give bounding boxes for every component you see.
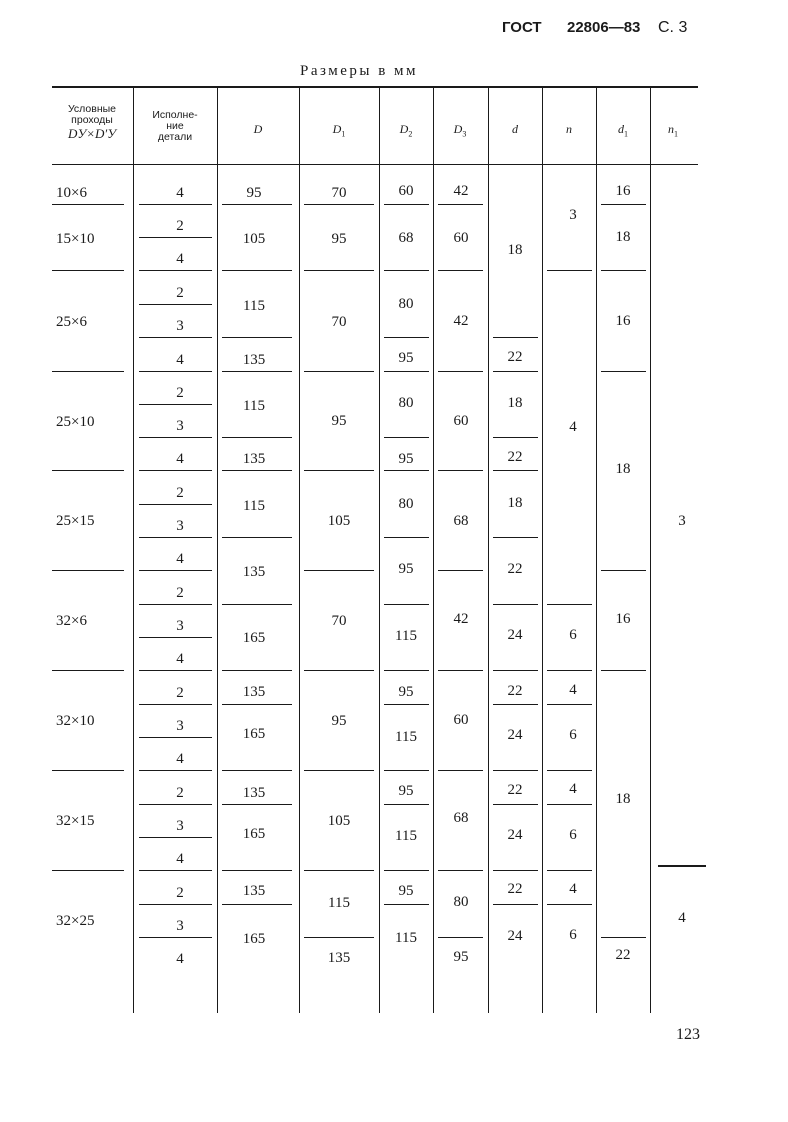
n-cell: 6 — [569, 927, 577, 943]
D3-cell: 60 — [453, 413, 469, 429]
D2-cell: 115 — [395, 628, 417, 644]
n-cell: 6 — [569, 827, 577, 843]
d-cell: 22 — [507, 881, 523, 897]
d1-cell: 16 — [615, 183, 631, 199]
d1-cell: 18 — [615, 461, 631, 477]
n-cell: 3 — [569, 207, 577, 223]
n-cell: 4 — [569, 881, 577, 897]
D3-cell: 60 — [453, 230, 469, 246]
D2-cell: 95 — [398, 561, 414, 577]
header-d: d — [512, 122, 518, 136]
header-bottom-rule — [52, 164, 698, 165]
D2-cell: 95 — [398, 350, 414, 366]
D3-cell: 68 — [453, 810, 469, 826]
variant-cell: 3 — [176, 518, 184, 534]
n-cell: 6 — [569, 627, 577, 643]
passage-cell: 25×10 — [56, 414, 95, 430]
column-divider — [299, 88, 300, 1013]
passage-cell: 25×6 — [56, 314, 87, 330]
D2-cell: 95 — [398, 451, 414, 467]
d-cell: 24 — [507, 727, 523, 743]
variant-cell: 3 — [176, 718, 184, 734]
variant-cell: 4 — [176, 352, 184, 368]
D1-cell: 70 — [331, 185, 347, 201]
d-cell: 18 — [507, 395, 523, 411]
n1-cell: 4 — [678, 910, 686, 926]
D-cell: 135 — [242, 451, 266, 467]
D1-cell: 95 — [331, 713, 347, 729]
D1-cell: 70 — [331, 613, 347, 629]
D-cell: 165 — [242, 726, 266, 742]
variant-cell: 2 — [176, 885, 184, 901]
D-cell: 115 — [243, 298, 265, 314]
variant-cell: 4 — [176, 185, 184, 201]
header-variant: Исполне- ние детали — [152, 109, 198, 143]
variant-cell: 2 — [176, 585, 184, 601]
column-divider — [596, 88, 597, 1013]
D2-cell: 68 — [398, 230, 414, 246]
d1-cell: 18 — [615, 229, 631, 245]
n-cell: 4 — [569, 419, 577, 435]
passage-cell: 10×6 — [56, 185, 87, 201]
header-D1: $D_1$ — [332, 122, 346, 139]
D3-cell: 42 — [453, 313, 469, 329]
D-cell: 135 — [242, 785, 266, 801]
D-cell: 135 — [242, 684, 266, 700]
n-cell: 4 — [569, 682, 577, 698]
d1-cell: 16 — [615, 611, 631, 627]
D3-cell: 42 — [453, 183, 469, 199]
D2-cell: 80 — [398, 395, 414, 411]
D3-cell: 68 — [453, 513, 469, 529]
variant-cell: 4 — [176, 951, 184, 967]
variant-cell: 2 — [176, 485, 184, 501]
D-cell: 135 — [242, 883, 266, 899]
D2-cell: 80 — [398, 496, 414, 512]
D1-cell: 95 — [331, 413, 347, 429]
D-cell: 135 — [242, 352, 266, 368]
variant-cell: 2 — [176, 385, 184, 401]
D2-cell: 95 — [398, 883, 414, 899]
D-cell: 135 — [242, 564, 266, 580]
variant-cell: 4 — [176, 451, 184, 467]
header-D: D — [253, 122, 263, 136]
header-n: n — [566, 122, 572, 136]
variant-cell: 4 — [176, 651, 184, 667]
D1-cell: 105 — [327, 513, 351, 529]
D2-cell: 60 — [398, 183, 414, 199]
variant-cell: 4 — [176, 251, 184, 267]
d-cell: 22 — [507, 449, 523, 465]
D-cell: 95 — [246, 185, 262, 201]
passage-cell: 15×10 — [56, 231, 95, 247]
header-D2: $D_2$ — [399, 122, 413, 139]
variant-cell: 2 — [176, 785, 184, 801]
D2-cell: 95 — [398, 684, 414, 700]
variant-cell: 2 — [176, 218, 184, 234]
variant-cell: 2 — [176, 285, 184, 301]
D3-cell: 95 — [453, 949, 469, 965]
d-cell: 22 — [507, 683, 523, 699]
D-cell: 105 — [242, 231, 266, 247]
column-divider — [542, 88, 543, 1013]
D2-cell: 95 — [398, 783, 414, 799]
D2-cell: 115 — [395, 729, 417, 745]
standard-number: 22806—83 — [567, 19, 641, 36]
d-cell: 24 — [507, 928, 523, 944]
variant-cell: 2 — [176, 685, 184, 701]
header-n1: $n_1$ — [668, 122, 678, 139]
header-passage: Условные проходы DУ×D′У — [67, 103, 117, 141]
n-cell: 6 — [569, 727, 577, 743]
D1-cell: 70 — [331, 314, 347, 330]
table-top-rule — [52, 86, 698, 88]
D2-cell: 115 — [395, 828, 417, 844]
column-divider — [433, 88, 434, 1013]
D1-cell: 115 — [328, 895, 350, 911]
passage-cell: 25×15 — [56, 513, 95, 529]
column-divider — [133, 88, 134, 1013]
variant-cell: 3 — [176, 918, 184, 934]
variant-cell: 3 — [176, 418, 184, 434]
D2-cell: 115 — [395, 930, 417, 946]
passage-cell: 32×6 — [56, 613, 87, 629]
D-cell: 115 — [243, 498, 265, 514]
d-cell: 18 — [507, 495, 523, 511]
table-caption: Размеры в мм — [300, 63, 419, 79]
column-divider — [379, 88, 380, 1013]
column-divider — [217, 88, 218, 1013]
D-cell: 165 — [242, 931, 266, 947]
passage-cell: 32×25 — [56, 913, 95, 929]
D2-cell: 80 — [398, 296, 414, 312]
header-d1: $d_1$ — [618, 122, 628, 139]
D3-cell: 42 — [453, 611, 469, 627]
D3-cell: 60 — [453, 712, 469, 728]
d-cell: 24 — [507, 827, 523, 843]
D-cell: 115 — [243, 398, 265, 414]
header-D3: $D_3$ — [453, 122, 467, 139]
variant-cell: 3 — [176, 618, 184, 634]
d1-cell: 18 — [615, 791, 631, 807]
variant-cell: 4 — [176, 751, 184, 767]
D-cell: 165 — [242, 826, 266, 842]
page-number: 123 — [676, 1026, 700, 1043]
page-reference: С. 3 — [658, 19, 688, 36]
variant-cell: 3 — [176, 818, 184, 834]
d-cell: 22 — [507, 782, 523, 798]
passage-cell: 32×15 — [56, 813, 95, 829]
d-cell: 18 — [507, 242, 523, 258]
d1-cell: 22 — [615, 947, 631, 963]
variant-cell: 4 — [176, 551, 184, 567]
d-cell: 22 — [507, 561, 523, 577]
d1-cell: 16 — [615, 313, 631, 329]
D3-cell: 80 — [453, 894, 469, 910]
n-cell: 4 — [569, 781, 577, 797]
column-divider — [650, 88, 651, 1013]
standard-label: ГОСТ — [502, 19, 542, 36]
variant-cell: 3 — [176, 318, 184, 334]
D1-cell: 95 — [331, 231, 347, 247]
d-cell: 22 — [507, 349, 523, 365]
passage-cell: 32×10 — [56, 713, 95, 729]
D1-cell: 135 — [327, 950, 351, 966]
n1-cell: 3 — [678, 513, 686, 529]
column-divider — [488, 88, 489, 1013]
variant-cell: 4 — [176, 851, 184, 867]
D-cell: 165 — [242, 630, 266, 646]
D1-cell: 105 — [327, 813, 351, 829]
d-cell: 24 — [507, 627, 523, 643]
